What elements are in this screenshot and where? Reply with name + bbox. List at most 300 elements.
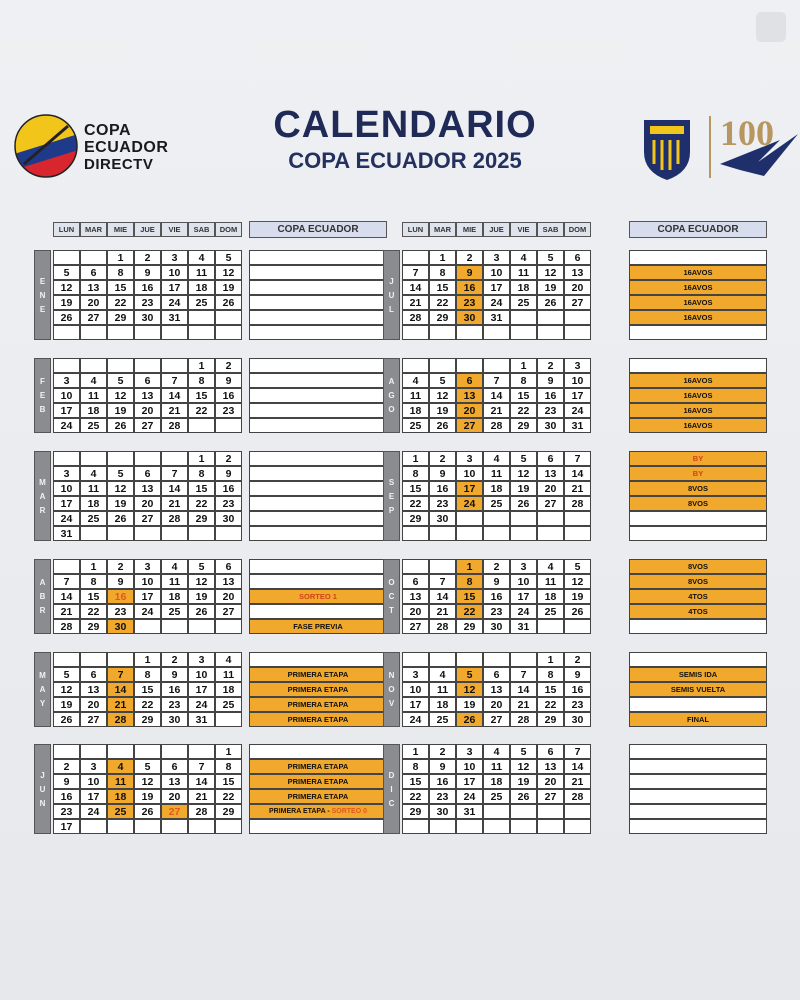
day-cell: 8 [402,759,429,774]
day-cell: 11 [161,574,188,589]
day-cell [188,310,215,325]
day-cell: 11 [188,265,215,280]
day-cell: 19 [510,774,537,789]
day-cell: 2 [161,652,188,667]
copa-event-cell [249,265,387,280]
day-cell: 17 [402,697,429,712]
copa-event-cell [249,574,387,589]
day-cell: 17 [53,496,80,511]
brand-line-3: DIRECTV [84,156,154,173]
day-cell: 18 [161,589,188,604]
day-cell: 6 [483,667,510,682]
day-cell: 5 [53,265,80,280]
copa-event-cell: 8VOS [629,481,767,496]
day-cell: 12 [510,466,537,481]
day-cell: 26 [53,712,80,727]
day-cell: 2 [215,451,242,466]
day-cell [537,526,564,541]
day-cell: 1 [429,250,456,265]
day-cell: 23 [161,697,188,712]
day-cell: 2 [107,559,134,574]
day-header-mar: MAR [429,222,456,237]
day-cell: 7 [483,373,510,388]
day-cell: 19 [134,789,161,804]
day-cell: 17 [80,789,107,804]
day-cell: 15 [402,481,429,496]
day-cell: 2 [537,358,564,373]
day-cell: 27 [456,418,483,433]
day-cell: 16 [161,682,188,697]
day-cell: 24 [188,697,215,712]
day-header-vie: VIE [161,222,188,237]
day-cell: 8 [510,373,537,388]
day-cell: 20 [483,697,510,712]
day-cell: 15 [456,589,483,604]
copa-event-cell [249,819,387,834]
day-cell [537,619,564,634]
day-cell: 4 [80,373,107,388]
day-cell: 14 [564,466,591,481]
day-cell [564,804,591,819]
day-cell: 28 [564,496,591,511]
day-cell: 30 [161,712,188,727]
day-cell: 30 [483,619,510,634]
day-cell: 9 [429,759,456,774]
day-cell: 28 [188,804,215,819]
day-cell: 19 [510,481,537,496]
federation-logo [640,112,800,182]
day-cell: 31 [188,712,215,727]
day-cell: 8 [107,265,134,280]
day-cell: 24 [483,295,510,310]
day-cell: 18 [215,682,242,697]
day-cell: 13 [564,265,591,280]
day-cell: 24 [510,604,537,619]
day-cell: 18 [402,403,429,418]
copa-event-cell: BY [629,466,767,481]
day-cell: 21 [188,789,215,804]
day-cell [429,325,456,340]
day-cell: 30 [429,804,456,819]
day-cell [564,310,591,325]
ball-icon [14,114,78,178]
day-cell: 28 [510,712,537,727]
day-cell: 28 [429,619,456,634]
day-cell [510,804,537,819]
day-cell: 10 [53,481,80,496]
day-cell [564,619,591,634]
copa-event-cell: 16AVOS [629,265,767,280]
day-cell: 26 [537,295,564,310]
copa-event-cell [249,511,387,526]
day-cell: 1 [188,451,215,466]
brand-line-2: ECUADOR [84,139,169,156]
day-cell: 21 [161,403,188,418]
day-cell: 5 [456,667,483,682]
day-cell: 14 [161,481,188,496]
day-cell: 11 [429,682,456,697]
day-cell [107,325,134,340]
day-cell: 1 [537,652,564,667]
day-cell: 14 [402,280,429,295]
day-cell: 2 [429,451,456,466]
day-cell: 30 [134,310,161,325]
day-cell: 15 [107,280,134,295]
day-cell: 27 [537,496,564,511]
day-cell: 3 [134,559,161,574]
day-cell: 2 [53,759,80,774]
day-cell: 28 [161,418,188,433]
day-cell: 23 [456,295,483,310]
day-cell: 13 [483,682,510,697]
day-cell: 19 [107,496,134,511]
day-cell: 10 [188,667,215,682]
copa-event-cell: FINAL [629,712,767,727]
day-cell: 10 [134,574,161,589]
day-cell: 10 [483,265,510,280]
copa-event-cell: PRIMERA ETAPA [249,789,387,804]
day-header-dom: DOM [215,222,242,237]
day-cell: 29 [215,804,242,819]
day-cell: 3 [161,250,188,265]
day-cell [53,250,80,265]
day-cell: 28 [483,418,510,433]
day-cell: 23 [429,496,456,511]
day-cell [429,526,456,541]
day-cell: 3 [510,559,537,574]
day-cell: 22 [188,496,215,511]
day-cell [429,358,456,373]
day-cell [107,744,134,759]
day-cell: 3 [564,358,591,373]
copa-event-cell: 4TOS [629,589,767,604]
day-cell: 11 [80,481,107,496]
day-cell: 4 [483,451,510,466]
day-cell: 6 [564,250,591,265]
copa-event-cell [249,418,387,433]
copa-event-cell: 16AVOS [629,373,767,388]
day-cell: 3 [456,744,483,759]
day-cell: 25 [510,295,537,310]
day-cell [537,819,564,834]
day-cell: 10 [161,265,188,280]
day-cell: 16 [429,481,456,496]
day-cell [483,358,510,373]
day-cell: 18 [429,697,456,712]
day-cell [53,451,80,466]
day-cell [510,652,537,667]
day-cell: 29 [429,310,456,325]
day-cell [564,511,591,526]
day-cell: 26 [429,418,456,433]
day-cell: 1 [215,744,242,759]
day-cell: 14 [564,759,591,774]
day-cell: 11 [537,574,564,589]
day-cell: 25 [483,789,510,804]
centenary-number: 100 [720,113,774,153]
day-cell: 8 [80,574,107,589]
day-cell: 27 [215,604,242,619]
day-cell: 9 [483,574,510,589]
copa-event-cell [629,250,767,265]
day-cell: 17 [53,819,80,834]
day-cell [402,819,429,834]
day-cell: 5 [107,373,134,388]
day-cell [537,310,564,325]
month-label-sep: S E P [383,451,400,541]
day-cell: 7 [429,574,456,589]
brand-text [84,122,168,173]
day-cell: 5 [53,667,80,682]
day-cell: 15 [188,481,215,496]
day-cell: 29 [188,511,215,526]
day-cell: 29 [107,310,134,325]
day-cell [188,418,215,433]
day-cell: 23 [564,697,591,712]
day-cell: 10 [456,466,483,481]
day-cell: 22 [188,403,215,418]
day-cell: 21 [402,295,429,310]
day-cell: 29 [80,619,107,634]
day-cell: 30 [429,511,456,526]
copa-ecuador-header: COPA ECUADOR [629,221,767,238]
day-cell: 11 [107,774,134,789]
day-cell: 11 [80,388,107,403]
day-cell: 12 [107,481,134,496]
day-cell: 23 [429,789,456,804]
day-cell: 18 [510,280,537,295]
day-cell: 22 [456,604,483,619]
day-cell: 17 [510,589,537,604]
day-cell: 12 [53,280,80,295]
day-cell: 8 [456,574,483,589]
copa-event-cell: 16AVOS [629,295,767,310]
day-cell [80,652,107,667]
day-cell: 13 [537,759,564,774]
day-cell: 27 [80,712,107,727]
copa-event-cell: 4TOS [629,604,767,619]
day-cell: 15 [429,280,456,295]
day-cell: 17 [161,280,188,295]
day-cell: 25 [215,697,242,712]
copa-event-cell [249,559,387,574]
day-cell: 27 [161,804,188,819]
day-cell: 18 [80,403,107,418]
day-cell: 17 [456,481,483,496]
day-cell: 7 [53,574,80,589]
day-cell [510,325,537,340]
day-cell: 24 [402,712,429,727]
day-header-jue: JUE [483,222,510,237]
day-cell [537,511,564,526]
day-cell [402,358,429,373]
day-cell [215,712,242,727]
day-cell [134,358,161,373]
day-cell: 22 [134,697,161,712]
day-cell [456,325,483,340]
day-cell: 19 [53,295,80,310]
day-cell: 2 [215,358,242,373]
day-cell: 23 [107,604,134,619]
day-cell: 17 [456,774,483,789]
day-cell: 1 [188,358,215,373]
day-cell: 21 [107,697,134,712]
day-header-sab: SAB [188,222,215,237]
day-cell: 6 [80,667,107,682]
day-cell: 9 [215,466,242,481]
copa-event-cell [249,280,387,295]
copa-event-cell: BY [629,451,767,466]
copa-event-cell [249,310,387,325]
day-cell: 19 [456,697,483,712]
day-cell: 15 [188,388,215,403]
day-cell: 3 [80,759,107,774]
copa-event-cell [249,481,387,496]
day-cell: 12 [107,388,134,403]
day-cell [215,418,242,433]
day-cell: 8 [215,759,242,774]
day-cell: 27 [80,310,107,325]
day-cell: 28 [402,310,429,325]
day-cell: 30 [456,310,483,325]
copa-ecuador-logo [14,114,194,184]
day-cell [188,819,215,834]
day-cell: 4 [483,744,510,759]
day-cell: 3 [456,451,483,466]
month-label-nov: N O V [383,652,400,727]
day-cell: 12 [134,774,161,789]
day-cell: 8 [134,667,161,682]
day-cell: 16 [456,280,483,295]
day-cell: 16 [483,589,510,604]
day-cell [53,744,80,759]
day-cell [161,744,188,759]
copa-event-cell [249,526,387,541]
day-cell: 20 [215,589,242,604]
day-cell: 24 [161,295,188,310]
day-cell [510,526,537,541]
day-cell: 11 [215,667,242,682]
day-cell: 4 [402,373,429,388]
day-cell: 3 [402,667,429,682]
day-cell [456,652,483,667]
day-cell [456,819,483,834]
day-cell: 6 [80,265,107,280]
day-cell: 3 [483,250,510,265]
copa-event-cell [249,373,387,388]
day-cell [483,526,510,541]
day-cell: 26 [456,712,483,727]
day-cell: 8 [402,466,429,481]
day-cell [134,325,161,340]
day-cell: 23 [483,604,510,619]
day-cell: 30 [215,511,242,526]
day-cell: 12 [537,265,564,280]
copa-event-cell [629,697,767,712]
day-cell: 7 [188,759,215,774]
day-cell: 6 [537,744,564,759]
day-cell: 2 [483,559,510,574]
day-cell [80,358,107,373]
day-cell [510,819,537,834]
copa-event-cell: FASE PREVIA [249,619,387,634]
day-cell: 5 [429,373,456,388]
copa-event-cell [629,358,767,373]
copa-event-cell: PRIMERA ETAPA [249,712,387,727]
day-cell: 12 [215,265,242,280]
day-cell [215,310,242,325]
day-cell: 23 [215,496,242,511]
day-cell: 20 [537,481,564,496]
day-cell: 29 [402,511,429,526]
copa-event-cell [629,619,767,634]
day-cell [456,511,483,526]
day-cell [215,619,242,634]
day-cell: 9 [456,265,483,280]
day-cell: 27 [134,511,161,526]
copa-event-cell [629,819,767,834]
copa-event-cell [249,325,387,340]
day-cell: 31 [456,804,483,819]
day-cell [564,526,591,541]
day-cell: 24 [53,511,80,526]
day-header-mar: MAR [80,222,107,237]
day-cell: 7 [161,373,188,388]
copa-event-cell: 16AVOS [629,280,767,295]
day-cell: 8 [188,466,215,481]
day-cell: 25 [80,511,107,526]
day-cell: 4 [510,250,537,265]
day-cell: 24 [456,789,483,804]
copa-event-cell: PRIMERA ETAPA [249,667,387,682]
day-cell: 4 [215,652,242,667]
day-cell [107,358,134,373]
day-cell: 12 [429,388,456,403]
day-cell: 6 [134,373,161,388]
day-cell: 8 [429,265,456,280]
day-cell: 10 [402,682,429,697]
day-cell [134,744,161,759]
copa-event-cell [629,511,767,526]
day-cell [80,451,107,466]
day-cell: 4 [537,559,564,574]
day-cell [456,358,483,373]
day-cell [537,804,564,819]
day-cell: 19 [429,403,456,418]
day-cell [429,819,456,834]
day-cell: 14 [53,589,80,604]
copa-event-cell: PRIMERA ETAPA [249,759,387,774]
day-cell: 20 [161,789,188,804]
day-cell [134,526,161,541]
day-cell: 25 [537,604,564,619]
day-cell: 6 [402,574,429,589]
day-cell: 29 [510,418,537,433]
copa-event-cell: 8VOS [629,574,767,589]
day-cell: 13 [215,574,242,589]
day-cell: 23 [134,295,161,310]
day-cell: 18 [188,280,215,295]
day-cell: 9 [564,667,591,682]
day-cell [53,358,80,373]
day-cell: 11 [510,265,537,280]
day-cell: 19 [53,697,80,712]
day-cell [161,526,188,541]
day-cell: 20 [402,604,429,619]
day-cell: 16 [53,789,80,804]
day-cell: 26 [53,310,80,325]
day-cell: 3 [188,652,215,667]
